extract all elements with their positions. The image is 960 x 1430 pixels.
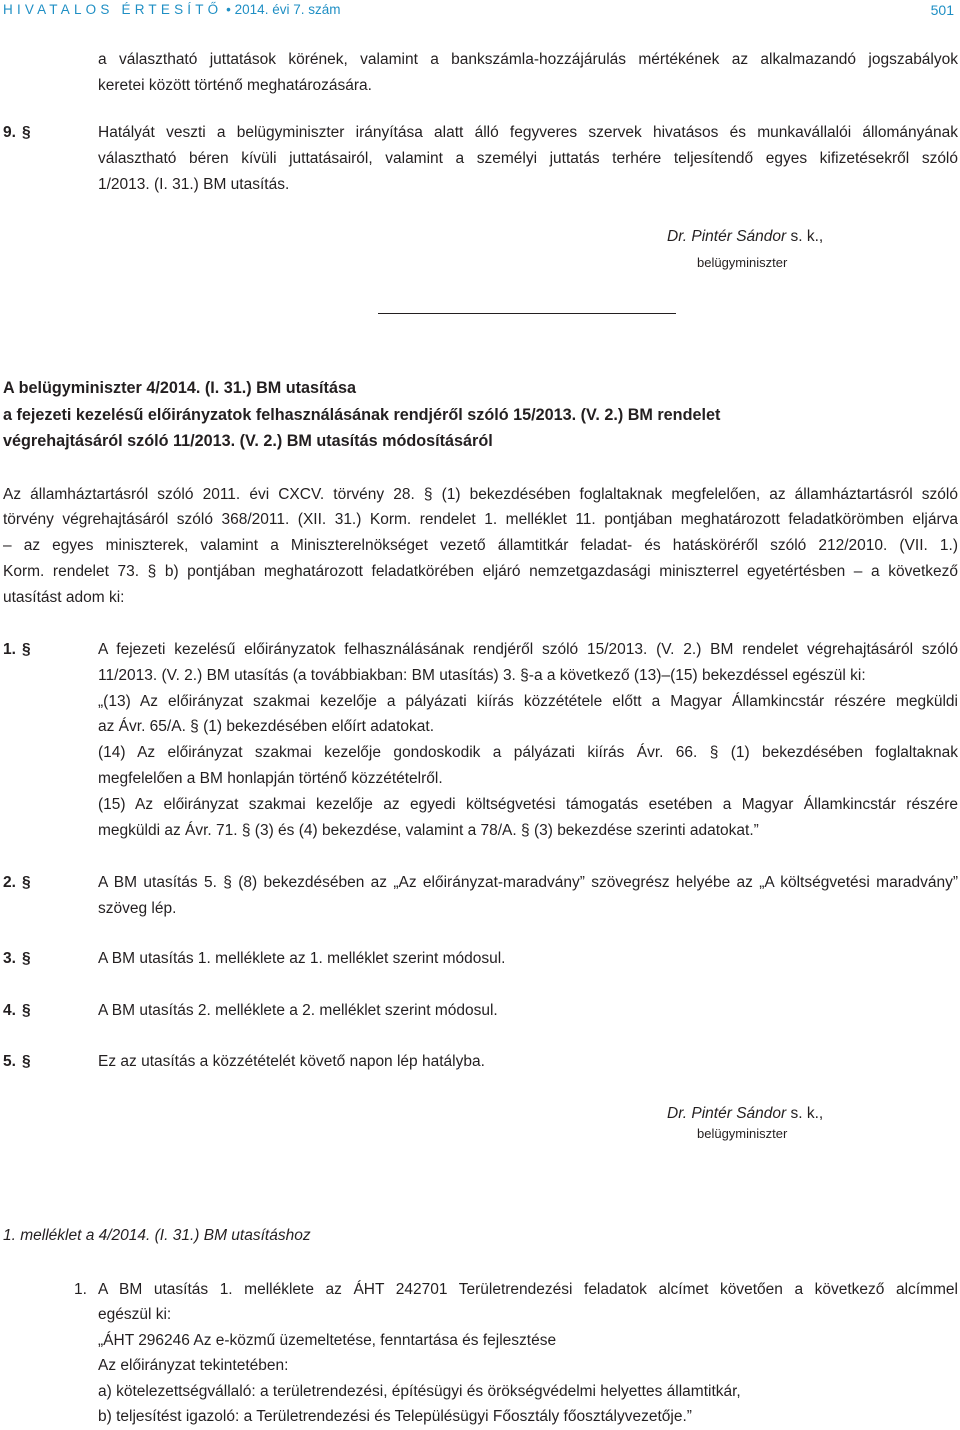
issue-label: 2014. évi 7. szám <box>234 2 341 17</box>
section-sign: § <box>22 1002 31 1019</box>
section-sign: § <box>22 1053 31 1070</box>
intro-line-2: keretei között történő meghatározására. <box>98 77 372 94</box>
section-2-number: 2. <box>3 874 16 891</box>
signature-1-role: belügyminiszter <box>697 255 788 270</box>
signer-name: Dr. Pintér Sándor <box>667 1105 787 1122</box>
section-1-line-3: „(13) Az előirányzat szakmai kezelője a pályázati kiírás közzététele előtt a Magyar Államkincstár részére megküldi <box>98 693 958 710</box>
preamble-line-4: Korm. rendelet 73. § b) pontjában meghatározott feladatkörében eljáró nemzetgazdasági miniszterrel egyetértésben – a következő <box>3 563 958 580</box>
section-4-text: A BM utasítás 2. melléklete a 2. melléklet szerint módosul. <box>98 1002 498 1019</box>
section-1-line-1: A fejezeti kezelésű előirányzatok felhasználásának rendjéről szóló 15/2013. (V. 2.) BM rendelet végrehajtásáról szóló <box>98 641 958 658</box>
running-header <box>0 0 960 22</box>
section-sign: § <box>22 950 31 967</box>
annex-line-2: egészül ki: <box>98 1306 172 1323</box>
signature-2-role: belügyminiszter <box>697 1126 788 1141</box>
signer-name: Dr. Pintér Sándor <box>667 228 787 245</box>
section-3-number: 3. <box>3 950 16 967</box>
annex-item-number: 1. <box>74 1281 87 1298</box>
publication-name: HIVATALOS ÉRTESÍTŐ <box>3 2 223 17</box>
section-1-line-5: (14) Az előirányzat szakmai kezelője gondoskodik a pályázati kiírás Ávr. 66. § (1) bekezdésében foglaltaknak <box>98 744 958 761</box>
intro-line-1: a választható juttatások körének, valamint a bankszámla-hozzájárulás mértékének az alkalmazandó jogszabályok <box>98 51 958 68</box>
signature-1-name <box>667 224 823 250</box>
section-1-line-7: (15) Az előirányzat szakmai kezelője az egyedi költségvetési támogatás esetében a Magyar Államkincstár részére <box>98 796 958 813</box>
section-sign: § <box>22 124 31 141</box>
section-sign: § <box>22 641 31 658</box>
annex-line-4: Az előirányzat tekintetében: <box>98 1357 289 1374</box>
page-number: 501 <box>930 2 954 18</box>
signer-suffix: s. k., <box>786 228 824 245</box>
section-4-number: 4. <box>3 1002 16 1019</box>
signature-2-name <box>667 1101 823 1127</box>
preamble-line-3: – az egyes miniszterek, valamint a Miniszterelnökséget vezető államtitkár feladat- és hatásköréről szóló 212/2010. (VII. 1.) <box>3 537 958 554</box>
section-2-line-1: A BM utasítás 5. § (8) bekezdésében az „Az előirányzat-maradvány” szövegrész helyébe az „A költségvetési maradvány” <box>98 874 958 891</box>
annex-line-6: b) teljesítést igazoló: a Területrendezési és Településügyi Főosztály főosztályvezetője.” <box>98 1408 692 1425</box>
section-1-line-2: 11/2013. (V. 2.) BM utasítás (a továbbiakban: BM utasítás) 3. §-a a következő (13)–(15) bekezdéssel egészül ki: <box>98 667 866 684</box>
section-3-text: A BM utasítás 1. melléklete az 1. melléklet szerint módosul. <box>98 950 506 967</box>
document-title-line-3: végrehajtásáról szóló 11/2013. (V. 2.) BM utasítás módosításáról <box>3 432 493 450</box>
section-2-line-2: szöveg lép. <box>98 900 177 917</box>
section-5-text: Ez az utasítás a közzétételét követő napon lép hatályba. <box>98 1053 485 1070</box>
header-bullet: • <box>226 2 231 17</box>
document-title-line-1: A belügyminiszter 4/2014. (I. 31.) BM utasítása <box>3 379 356 397</box>
document-title-line-2: a fejezeti kezelésű előirányzatok felhasználásának rendjéről szóló 15/2013. (V. 2.) BM rendelet <box>3 406 721 424</box>
header-left <box>3 2 340 17</box>
section-5-number: 5. <box>3 1053 16 1070</box>
annex-line-5: a) kötelezettségvállaló: a területrendezési, építésügyi és örökségvédelmi helyettes államtitkár, <box>98 1383 741 1400</box>
separator-rule <box>378 313 676 314</box>
preamble-line-5: utasítást adom ki: <box>3 589 125 606</box>
preamble-line-2: törvény végrehajtásáról szóló 368/2011. (XII. 31.) Korm. rendelet 1. melléklet 11. pontjában meghatározott feladatkörömben eljárva <box>3 511 958 528</box>
section-1-line-4: az Ávr. 65/A. § (1) bekezdésében előírt adatokat. <box>98 718 435 735</box>
signer-suffix: s. k., <box>786 1105 824 1122</box>
annex-line-1: A BM utasítás 1. melléklete az ÁHT 242701 Területrendezési feladatok alcímet követően a következő alcímmel <box>98 1281 958 1298</box>
point-9-line-2: választható béren kívüli juttatásairól, valamint a személyi juttatás terhére teljesítendő egyes kifizetésekről szóló <box>98 150 958 167</box>
section-1-line-8: megküldi az Ávr. 71. § (3) és (4) bekezdése, valamint a 78/A. § (3) bekezdése szerinti adatokat.” <box>98 822 759 839</box>
section-1-line-6: megfelelően a BM honlapján történő közzétételről. <box>98 770 443 787</box>
annex-title: 1. melléklet a 4/2014. (I. 31.) BM utasításhoz <box>3 1227 311 1244</box>
section-sign: § <box>22 874 31 891</box>
section-1-number: 1. <box>3 641 16 658</box>
point-9-line-3: 1/2013. (I. 31.) BM utasítás. <box>98 176 290 193</box>
point-9-line-1: Hatályát veszti a belügyminiszter irányítása alatt álló fegyveres szervek hivatásos és munkavállalói állományának <box>98 124 958 141</box>
preamble-line-1: Az államháztartásról szóló 2011. évi CXCV. törvény 28. § (1) bekezdésében foglaltaknak megfelelően, az államháztartásról szóló <box>3 486 958 503</box>
annex-line-3: „ÁHT 296246 Az e-közmű üzemeltetése, fenntartása és fejlesztése <box>98 1332 557 1349</box>
point-9-number: 9. <box>3 124 16 141</box>
